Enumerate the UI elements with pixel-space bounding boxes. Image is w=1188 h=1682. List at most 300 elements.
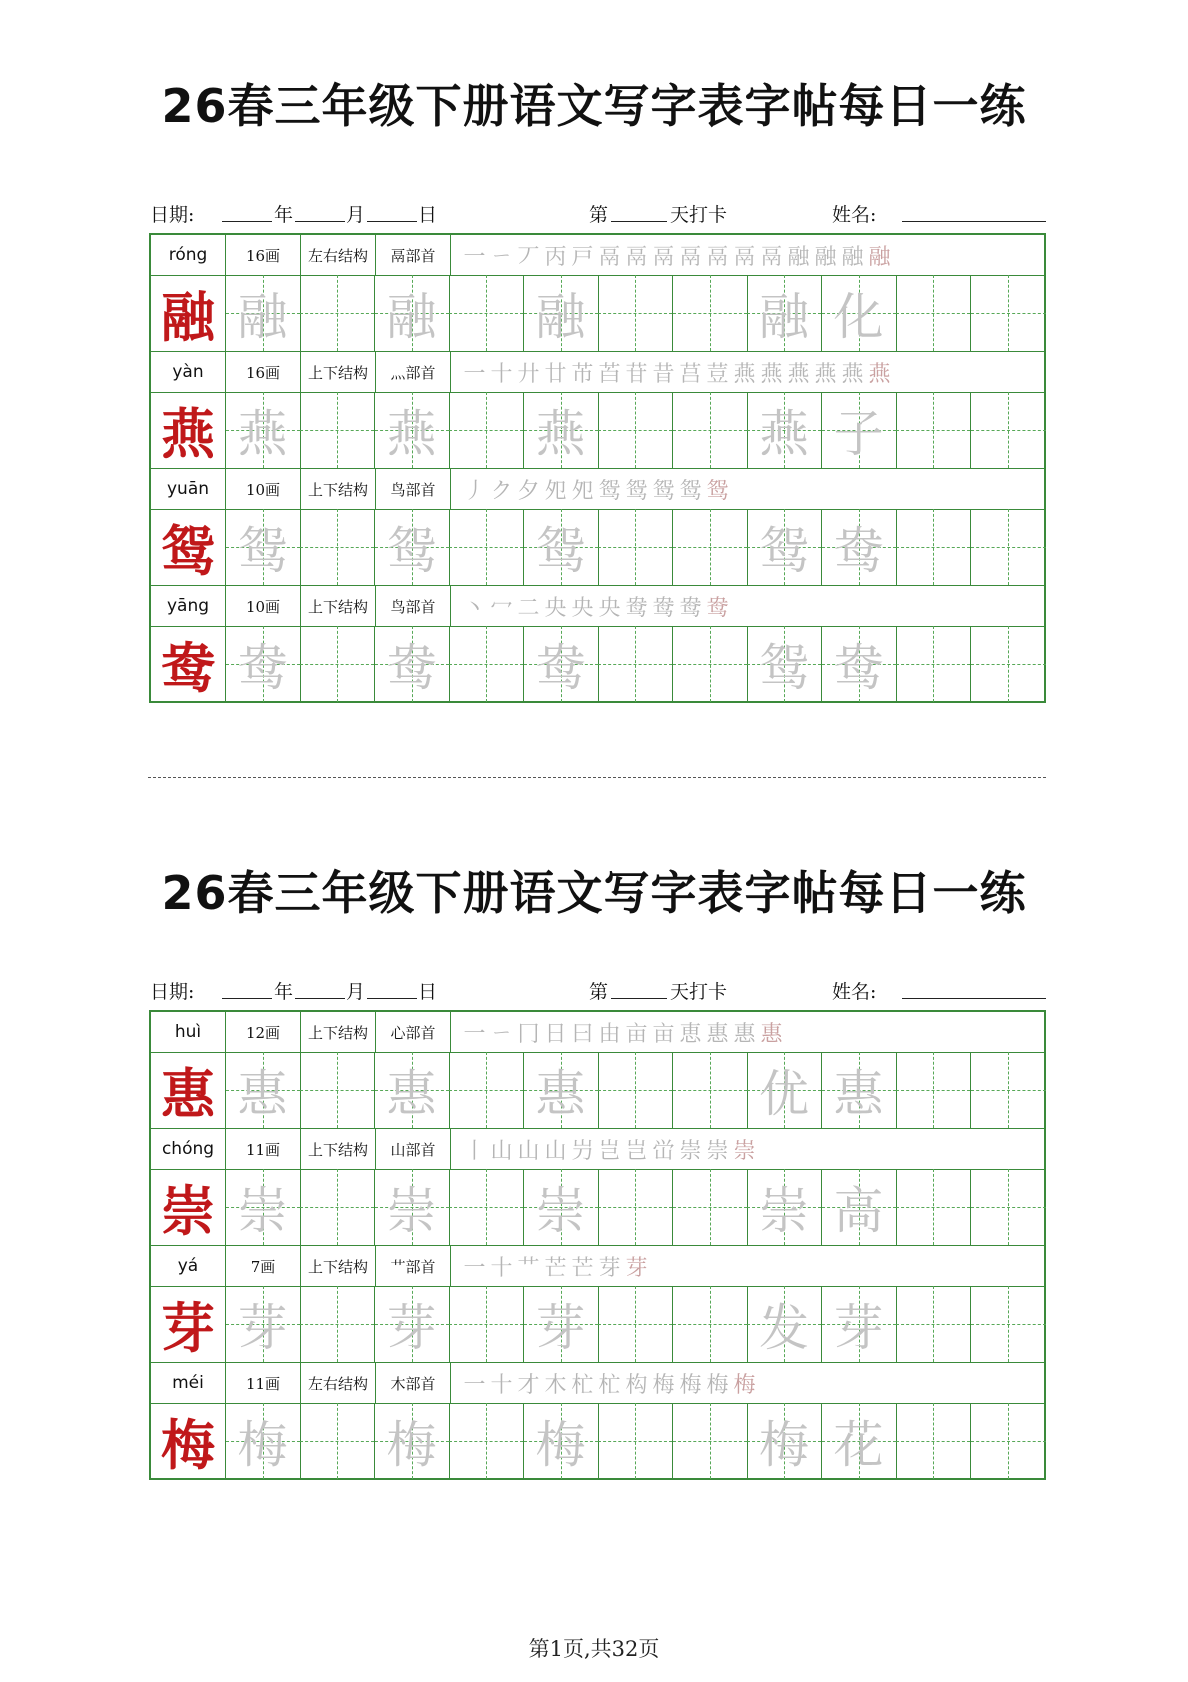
blank-practice-box[interactable] [598, 1286, 673, 1362]
main-character-glyph: 融 [161, 285, 215, 349]
trace-character: 芽 [535, 1299, 586, 1357]
blank-practice-box[interactable] [300, 1286, 375, 1362]
trace-character: 崇 [535, 1182, 586, 1240]
trace-character: 崇 [237, 1182, 288, 1240]
trace-character: 花 [833, 1416, 884, 1474]
trace-box[interactable] [226, 626, 301, 702]
stroke-step: 夗 [571, 478, 594, 504]
radical-cell: 艹部首 [376, 1246, 451, 1286]
blank-practice-box[interactable] [300, 392, 375, 468]
char-info-row [151, 235, 1044, 276]
main-character-glyph: 芽 [161, 1296, 215, 1360]
stroke-step: 央 [598, 595, 621, 621]
main-character [151, 1052, 226, 1128]
trace-box[interactable] [375, 275, 450, 351]
stroke-step: ク [490, 478, 513, 504]
structure-cell: 上下结构 [301, 1129, 376, 1169]
stroke-step: 杧 [571, 1372, 594, 1398]
blank-practice-box[interactable] [300, 1403, 375, 1479]
stroke-step: 鸳 [679, 478, 702, 504]
structure-cell: 左右结构 [301, 235, 376, 275]
radical-cell: 鸟部首 [376, 469, 451, 509]
char-practice-row [151, 1403, 1044, 1479]
stroke-step: 鬲 [625, 244, 648, 270]
stroke-step: 恵 [679, 1021, 702, 1047]
blank-practice-box[interactable] [971, 275, 1046, 351]
trace-character: 惠 [386, 1065, 437, 1123]
stroke-step: 亩 [625, 1021, 648, 1047]
stroke-step: 燕 [760, 361, 783, 387]
stroke-step: 廾 [517, 361, 540, 387]
stroke-step: 由 [598, 1021, 621, 1047]
year-blank [222, 977, 272, 999]
char-practice-row [151, 509, 1044, 586]
char-practice-row [151, 1052, 1044, 1129]
trace-character: 融 [237, 288, 288, 346]
stroke-step: 昔 [652, 361, 675, 387]
main-character [151, 509, 226, 585]
trace-character: 融 [535, 288, 586, 346]
header-row-1 [150, 198, 1050, 228]
stroke-step: 燕 [868, 361, 891, 387]
stroke-step: 杧 [598, 1372, 621, 1398]
trace-character: 鸳 [759, 522, 809, 580]
trace-box[interactable] [822, 626, 897, 702]
structure-cell: 上下结构 [301, 586, 376, 626]
main-character-glyph: 惠 [161, 1062, 215, 1126]
stroke-step: 构 [625, 1372, 648, 1398]
main-character-glyph: 梅 [161, 1413, 215, 1477]
trace-character: 芽 [833, 1299, 884, 1357]
main-character [151, 1169, 226, 1245]
stroke-step: 鸯 [679, 595, 702, 621]
blank-practice-box[interactable] [896, 1286, 971, 1362]
trace-box[interactable] [747, 1169, 822, 1245]
name-label: 姓名: [832, 204, 877, 226]
trace-box[interactable] [822, 1169, 897, 1245]
stroke-step: 鬲 [679, 244, 702, 270]
trace-character: 鸯 [535, 639, 586, 697]
stroke-step: 芽 [598, 1255, 621, 1281]
stroke-step: 二 [517, 595, 540, 621]
blank-practice-box[interactable] [598, 626, 673, 702]
stroke-step: 融 [787, 244, 810, 270]
stroke-step: 惠 [733, 1021, 756, 1047]
pinyin-cell: yá [151, 1246, 226, 1286]
stroke-step: 鸳 [625, 478, 648, 504]
blank-practice-box[interactable] [673, 509, 748, 585]
main-character [151, 275, 226, 351]
trace-character: 梅 [535, 1416, 586, 1474]
pinyin-cell: yuān [151, 469, 226, 509]
stroke-count-cell: 10画 [226, 586, 301, 626]
day-blank [367, 977, 417, 999]
stroke-step: 曰 [571, 1021, 594, 1047]
blank-practice-box[interactable] [673, 392, 748, 468]
trace-box[interactable] [226, 392, 301, 468]
blank-practice-box[interactable] [896, 1169, 971, 1245]
stroke-count-cell: 7画 [226, 1246, 301, 1286]
blank-practice-box[interactable] [896, 509, 971, 585]
blank-practice-box[interactable] [971, 1286, 1046, 1362]
pinyin-cell: yàn [151, 352, 226, 392]
stroke-step: 才 [517, 1372, 540, 1398]
practice-sheet-1 [149, 233, 1046, 703]
stroke-step: 峃 [652, 1138, 675, 1164]
stroke-step: 梅 [652, 1372, 675, 1398]
trace-character: 鸯 [833, 639, 884, 697]
stroke-step: 木 [544, 1372, 567, 1398]
page-divider [148, 777, 1046, 778]
trace-box[interactable] [747, 275, 822, 351]
stroke-step: 一 [463, 244, 486, 270]
stroke-step: 鸳 [652, 478, 675, 504]
stroke-step: 亩 [652, 1021, 675, 1047]
trace-box[interactable] [375, 1403, 450, 1479]
stroke-order-sequence [453, 586, 1051, 626]
blank-practice-box[interactable] [449, 1286, 524, 1362]
date-label: 日期: [150, 981, 195, 1003]
stroke-count-cell: 11画 [226, 1129, 301, 1169]
blank-practice-box[interactable] [449, 392, 524, 468]
char-info-row [151, 1246, 1044, 1287]
trace-character: 鸯 [386, 639, 437, 697]
blank-practice-box[interactable] [896, 1403, 971, 1479]
blank-practice-box[interactable] [300, 509, 375, 585]
stroke-step: 一 [463, 1021, 486, 1047]
day-label: 日 [418, 204, 438, 226]
stroke-step: 芒 [571, 1255, 594, 1281]
stroke-step: 鬲 [598, 244, 621, 270]
stroke-step: 十 [490, 1255, 513, 1281]
trace-character: 梅 [759, 1416, 809, 1474]
trace-box[interactable] [375, 626, 450, 702]
trace-box[interactable] [524, 1286, 599, 1362]
radical-cell: 鬲部首 [376, 235, 451, 275]
page-title-2: 26春三年级下册语文写字表字帖每日一练 [161, 866, 1027, 920]
pinyin-cell: chóng [151, 1129, 226, 1169]
trace-character: 鸳 [237, 522, 288, 580]
stroke-step: 芽 [625, 1255, 648, 1281]
stroke-step: 丆 [517, 244, 540, 270]
structure-cell: 上下结构 [301, 352, 376, 392]
day-blank [367, 200, 417, 222]
stroke-step: 梅 [733, 1372, 756, 1398]
main-character-glyph: 崇 [161, 1179, 215, 1243]
stroke-count-cell: 16画 [226, 352, 301, 392]
stroke-step: 十 [490, 1372, 513, 1398]
blank-practice-box[interactable] [673, 1052, 748, 1128]
blank-practice-box[interactable] [971, 509, 1046, 585]
stroke-count-cell: 11画 [226, 1363, 301, 1403]
radical-cell: 山部首 [376, 1129, 451, 1169]
trace-box[interactable] [375, 1286, 450, 1362]
trace-character: 融 [759, 288, 809, 346]
trace-box[interactable] [822, 509, 897, 585]
trace-box[interactable] [747, 392, 822, 468]
blank-practice-box[interactable] [673, 275, 748, 351]
blank-practice-box[interactable] [673, 1403, 748, 1479]
page-title-1: 26春三年级下册语文写字表字帖每日一练 [161, 79, 1027, 133]
trace-box[interactable] [747, 1052, 822, 1128]
trace-box[interactable] [524, 1052, 599, 1128]
blank-practice-box[interactable] [971, 1403, 1046, 1479]
trace-character: 发 [759, 1299, 809, 1357]
name-blank [902, 977, 1046, 999]
char-practice-row [151, 275, 1044, 352]
stroke-step: 丙 [544, 244, 567, 270]
stroke-count-cell: 12画 [226, 1012, 301, 1052]
blank-practice-box[interactable] [896, 626, 971, 702]
trace-box[interactable] [822, 392, 897, 468]
stroke-step: 荳 [706, 361, 729, 387]
pinyin-cell: méi [151, 1363, 226, 1403]
char-info-row [151, 469, 1044, 510]
stroke-step: 鬲 [706, 244, 729, 270]
trace-box[interactable] [524, 275, 599, 351]
trace-character: 鸳 [535, 522, 586, 580]
blank-practice-box[interactable] [598, 509, 673, 585]
trace-box[interactable] [524, 1169, 599, 1245]
trace-character: 子 [833, 405, 884, 463]
blank-practice-box[interactable] [449, 1169, 524, 1245]
blank-practice-box[interactable] [300, 275, 375, 351]
trace-box[interactable] [747, 1286, 822, 1362]
blank-practice-box[interactable] [598, 1052, 673, 1128]
stroke-step: 苷 [625, 361, 648, 387]
trace-character: 鸳 [759, 639, 809, 697]
stroke-step: 融 [868, 244, 891, 270]
blank-practice-box[interactable] [971, 1052, 1046, 1128]
trace-character: 鸯 [833, 522, 884, 580]
main-character-glyph: 燕 [161, 402, 215, 466]
stroke-step: 梅 [679, 1372, 702, 1398]
stroke-order-sequence [453, 1012, 1051, 1052]
main-character-glyph: 鸳 [161, 519, 215, 583]
char-info-row [151, 1363, 1044, 1404]
char-practice-row [151, 1286, 1044, 1363]
stroke-step: 鬲 [733, 244, 756, 270]
blank-practice-box[interactable] [449, 509, 524, 585]
trace-character: 燕 [759, 405, 809, 463]
main-character-glyph: 鸯 [161, 636, 215, 700]
trace-box[interactable] [375, 1169, 450, 1245]
blank-practice-box[interactable] [673, 1286, 748, 1362]
stroke-step: 山 [490, 1138, 513, 1164]
blank-practice-box[interactable] [449, 1052, 524, 1128]
checkin-label: 天打卡 [670, 981, 728, 1003]
di-label: 第 [589, 204, 609, 226]
pinyin-cell: yāng [151, 586, 226, 626]
stroke-step: 丨 [463, 1138, 486, 1164]
blank-practice-box[interactable] [449, 626, 524, 702]
trace-character: 鸳 [386, 522, 437, 580]
trace-character: 崇 [386, 1182, 437, 1240]
stroke-step: 冖 [490, 595, 513, 621]
stroke-step: 鬲 [760, 244, 783, 270]
trace-character: 惠 [535, 1065, 586, 1123]
stroke-step: 苩 [598, 361, 621, 387]
trace-box[interactable] [375, 392, 450, 468]
char-info-row [151, 1012, 1044, 1053]
stroke-step: 梅 [706, 1372, 729, 1398]
char-practice-row [151, 626, 1044, 702]
trace-box[interactable] [524, 1403, 599, 1479]
stroke-step: 一 [463, 1372, 486, 1398]
stroke-step: 崇 [679, 1138, 702, 1164]
stroke-step: 鸯 [625, 595, 648, 621]
structure-cell: 上下结构 [301, 1246, 376, 1286]
blank-practice-box[interactable] [598, 1169, 673, 1245]
trace-box[interactable] [747, 626, 822, 702]
stroke-step: ㄧ [490, 1021, 513, 1047]
stroke-step: 融 [814, 244, 837, 270]
trace-character: 鸯 [237, 639, 288, 697]
stroke-step: 山 [544, 1138, 567, 1164]
trace-box[interactable] [524, 392, 599, 468]
trace-box[interactable] [822, 275, 897, 351]
stroke-order-sequence [453, 1246, 1051, 1286]
day-count-blank [611, 977, 667, 999]
di-label: 第 [589, 981, 609, 1003]
blank-practice-box[interactable] [971, 392, 1046, 468]
trace-box[interactable] [524, 626, 599, 702]
year-blank [222, 200, 272, 222]
page-footer: 第1页,共32页 [528, 1637, 660, 1661]
stroke-step: 央 [571, 595, 594, 621]
trace-character: 芽 [237, 1299, 288, 1357]
stroke-order-sequence [453, 352, 1051, 392]
stroke-order-sequence [453, 235, 1051, 275]
trace-box[interactable] [226, 1169, 301, 1245]
year-label: 年 [274, 981, 294, 1003]
stroke-step: 岂 [598, 1138, 621, 1164]
month-label: 月 [346, 204, 366, 226]
trace-character: 芽 [386, 1299, 437, 1357]
stroke-step: 廿 [544, 361, 567, 387]
trace-character: 崇 [759, 1182, 809, 1240]
stroke-step: 夕 [517, 478, 540, 504]
stroke-order-sequence [453, 1363, 1051, 1403]
trace-box[interactable] [747, 1403, 822, 1479]
stroke-step: 央 [544, 595, 567, 621]
blank-practice-box[interactable] [673, 626, 748, 702]
trace-box[interactable] [226, 1403, 301, 1479]
radical-cell: 鸟部首 [376, 586, 451, 626]
stroke-step: 燕 [841, 361, 864, 387]
name-blank [902, 200, 1046, 222]
structure-cell: 左右结构 [301, 1363, 376, 1403]
trace-box[interactable] [822, 1403, 897, 1479]
stroke-step: 燕 [733, 361, 756, 387]
trace-box[interactable] [226, 275, 301, 351]
stroke-step: 冂 [517, 1021, 540, 1047]
structure-cell: 上下结构 [301, 469, 376, 509]
stroke-step: 十 [490, 361, 513, 387]
trace-box[interactable] [226, 509, 301, 585]
stroke-step: 鸯 [706, 595, 729, 621]
pinyin-cell: huì [151, 1012, 226, 1052]
radical-cell: 木部首 [376, 1363, 451, 1403]
blank-practice-box[interactable] [598, 1403, 673, 1479]
blank-practice-box[interactable] [300, 1052, 375, 1128]
trace-box[interactable] [226, 1052, 301, 1128]
stroke-step: 融 [841, 244, 864, 270]
stroke-step: 燕 [787, 361, 810, 387]
trace-box[interactable] [375, 509, 450, 585]
stroke-step: 岂 [625, 1138, 648, 1164]
structure-cell: 上下结构 [301, 1012, 376, 1052]
blank-practice-box[interactable] [449, 1403, 524, 1479]
stroke-step: 戸 [571, 244, 594, 270]
stroke-count-cell: 10画 [226, 469, 301, 509]
blank-practice-box[interactable] [449, 275, 524, 351]
blank-practice-box[interactable] [673, 1169, 748, 1245]
blank-practice-box[interactable] [896, 275, 971, 351]
stroke-step: 芇 [571, 361, 594, 387]
stroke-step: 鸳 [706, 478, 729, 504]
month-label: 月 [346, 981, 366, 1003]
stroke-step: 芒 [544, 1255, 567, 1281]
blank-practice-box[interactable] [300, 1169, 375, 1245]
stroke-step: 惠 [760, 1021, 783, 1047]
trace-box[interactable] [822, 1052, 897, 1128]
blank-practice-box[interactable] [971, 626, 1046, 702]
header-row-2 [150, 975, 1050, 1005]
trace-character: 燕 [386, 405, 437, 463]
month-blank [295, 200, 345, 222]
trace-character: 化 [833, 288, 884, 346]
stroke-step: ㄧ [490, 244, 513, 270]
blank-practice-box[interactable] [598, 275, 673, 351]
stroke-step: 一 [463, 1255, 486, 1281]
main-character [151, 626, 226, 702]
stroke-count-cell: 16画 [226, 235, 301, 275]
stroke-step: 莒 [679, 361, 702, 387]
blank-practice-box[interactable] [598, 392, 673, 468]
trace-box[interactable] [375, 1052, 450, 1128]
stroke-step: 鸯 [652, 595, 675, 621]
trace-box[interactable] [524, 509, 599, 585]
radical-cell: 心部首 [376, 1012, 451, 1052]
trace-character: 燕 [535, 405, 586, 463]
year-label: 年 [274, 204, 294, 226]
trace-character: 融 [386, 288, 437, 346]
char-practice-row [151, 1169, 1044, 1246]
stroke-order-sequence [453, 1129, 1051, 1169]
blank-practice-box[interactable] [971, 1169, 1046, 1245]
trace-box[interactable] [747, 509, 822, 585]
main-character [151, 392, 226, 468]
trace-box[interactable] [226, 1286, 301, 1362]
stroke-step: 鬲 [652, 244, 675, 270]
trace-box[interactable] [822, 1286, 897, 1362]
trace-character: 惠 [833, 1065, 884, 1123]
blank-practice-box[interactable] [896, 1052, 971, 1128]
main-character [151, 1403, 226, 1479]
practice-sheet-2 [149, 1010, 1046, 1480]
char-info-row [151, 352, 1044, 393]
trace-character: 梅 [237, 1416, 288, 1474]
blank-practice-box[interactable] [896, 392, 971, 468]
trace-character: 惠 [237, 1065, 288, 1123]
blank-practice-box[interactable] [300, 626, 375, 702]
date-label: 日期: [150, 204, 195, 226]
day-count-blank [611, 200, 667, 222]
checkin-label: 天打卡 [670, 204, 728, 226]
stroke-step: 崇 [733, 1138, 756, 1164]
trace-character: 优 [759, 1065, 809, 1123]
